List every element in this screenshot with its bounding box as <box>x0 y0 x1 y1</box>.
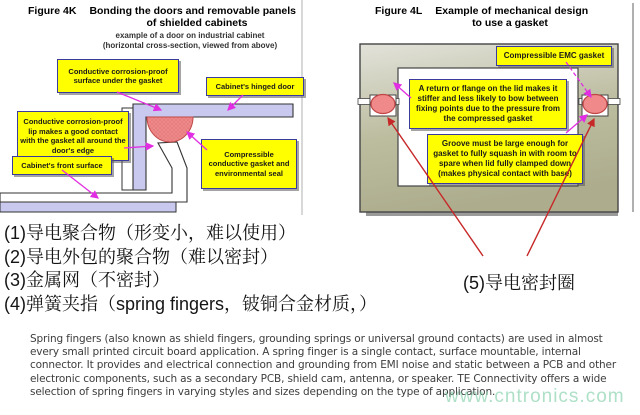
figure-4l-drawing <box>358 44 620 216</box>
gasket-hatch-texture <box>147 117 193 142</box>
figure-4l-title-line2: to use a gasket <box>472 17 548 29</box>
left-emc-gasket-shape <box>371 95 395 114</box>
cabinet-front-surface-shape <box>0 202 176 212</box>
note-item-5: (5)导电密封圈 <box>463 273 575 293</box>
spring-fingers-paragraph: Spring fingers (also known as shield fingers, grounding springs or universal ground contacts) are used in almost every small printed circuit board application. A spring finger is a single contact, surface mountable, internal connector. It provides and electrical connection and grounding from EMI noise and static between a PCB and other electronic components, such as a secondary PCB, shield cam, antenna, or speaker. TE Connectivity offers a wide selection of spring fingers in varying styles and sizes depending on the type of application. <box>30 333 617 398</box>
callout-hinged-door: Cabinet's hinged door <box>206 77 304 96</box>
callout-compressible-gasket: Compressible conductive gasket and environmental seal <box>201 139 297 189</box>
note-item-3: (3)金属网（不密封） <box>4 270 170 290</box>
gasket-type-notes <box>4 222 377 316</box>
callout-groove-size: Groove must be large enough for gasket to fully squash in with room to spare when lid fully clamped down (makes physical contact with base) <box>427 134 583 184</box>
figure-4k-subtitle2: (horizontal cross-section, viewed from above) <box>102 41 278 50</box>
callout-conductive-lip: Conductive corrosion-proof lip makes a good contact with the gasket all around the door's edge <box>17 111 129 161</box>
callout-lid-flange: A return or flange on the lid makes it stiffer and less likely to bow between fixing points due to the pressure from the compressed gasket <box>409 79 567 129</box>
figure-4k-subtitle1: example of a door on industrial cabinet <box>115 31 265 40</box>
figure-4l-title: Example of mechanical design <box>435 5 589 17</box>
figure-4l-number: Figure 4L <box>375 5 423 17</box>
figure-4k-title-line2: of shielded cabinets <box>146 17 248 29</box>
right-emc-gasket-shape <box>583 95 607 114</box>
callout-surface-under-gasket: Conductive corrosion-proof surface under the gasket <box>57 59 179 93</box>
callout-emc-gasket: Compressible EMC gasket <box>496 46 612 66</box>
note-item-2: (2)导电外包的聚合物（难以密封） <box>4 246 278 267</box>
watermark-text: www.cntronics.com <box>445 386 625 407</box>
note-item-4: (4)弹簧夹指（spring fingers，铍铜合金材质，） <box>4 293 378 314</box>
figure-4k-number: Figure 4K <box>28 5 77 17</box>
callout-front-surface: Cabinet's front surface <box>12 156 112 175</box>
figure-4k-title: Bonding the doors and removable panels <box>89 5 296 17</box>
note-item-1: (1)导电聚合物（形变小，难以使用） <box>4 223 296 243</box>
